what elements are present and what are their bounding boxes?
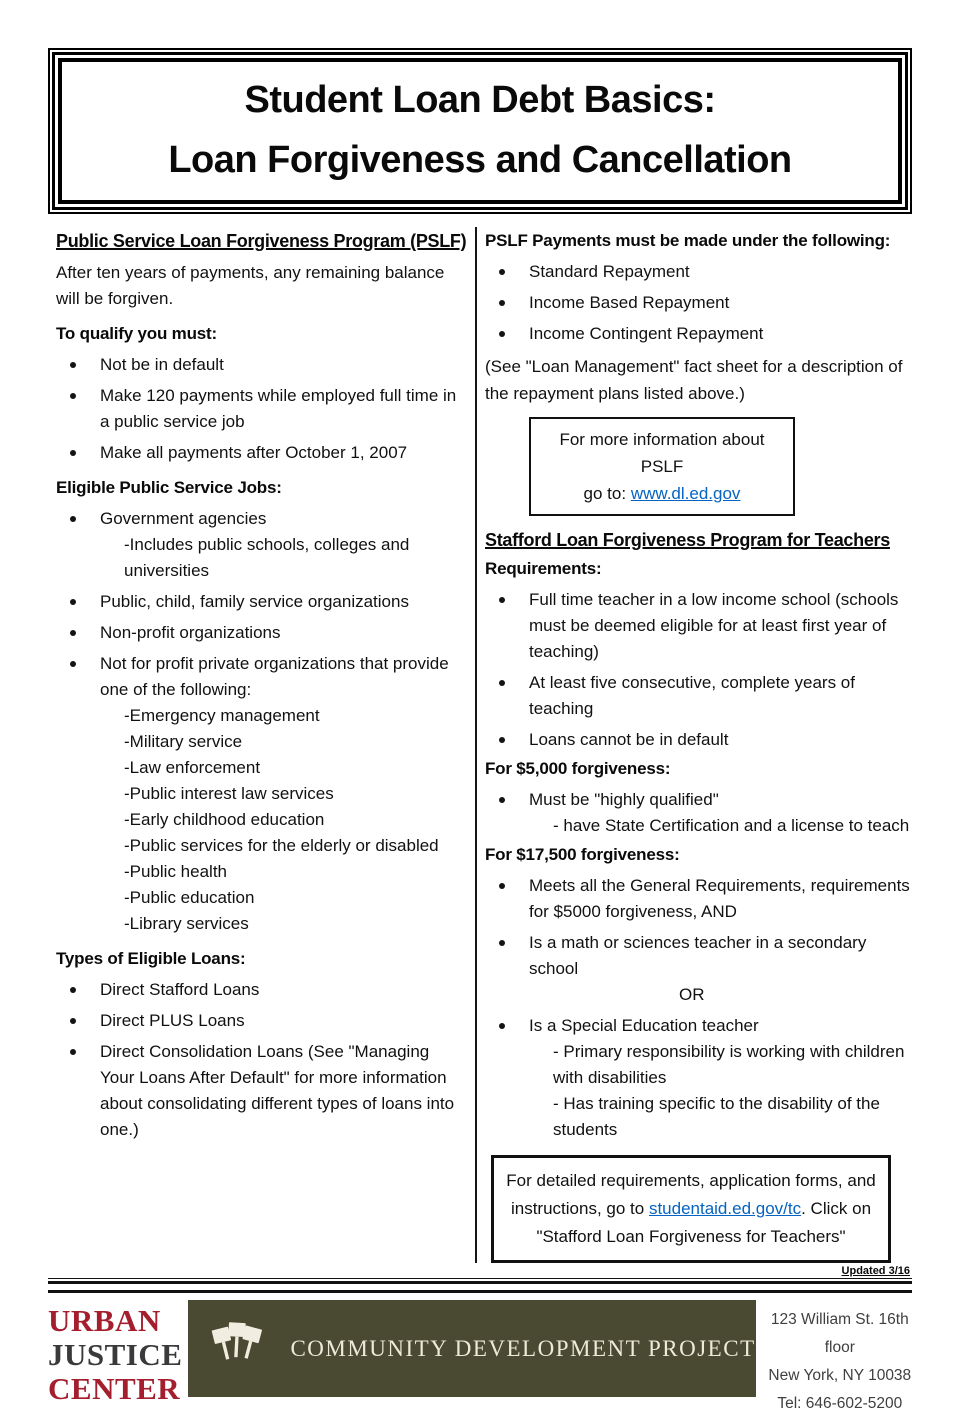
page-title-line1: Student Loan Debt Basics:	[244, 79, 716, 121]
list-item: Direct Stafford Loans	[56, 977, 465, 1003]
footer	[48, 1300, 912, 1418]
left-column	[48, 227, 477, 1263]
list-item: Income Based Repayment	[485, 290, 912, 316]
address-line: 123 William St. 16th	[770, 1311, 909, 1328]
qualify-list	[56, 352, 465, 466]
sub-item: -Public services for the elderly or disabled	[124, 836, 439, 855]
right-column	[477, 227, 912, 1263]
payments-list	[485, 259, 912, 347]
stafford-section-heading: Stafford Loan Forgiveness Program for Teachers	[485, 530, 890, 550]
list-item: Public, child, family service organizations	[56, 589, 465, 615]
list-item: Meets all the General Requirements, requirements for $5000 forgiveness, AND	[485, 873, 912, 925]
community-development-banner	[188, 1300, 755, 1397]
updated-date: Updated 3/16	[841, 1265, 910, 1277]
qualify-heading: To qualify you must:	[56, 324, 217, 343]
pslf-info-box: For more information about PSLF go to: www.dl.ed.gov	[529, 417, 795, 516]
list-item: Direct PLUS Loans	[56, 1008, 465, 1034]
page-title-line2: Loan Forgiveness and Cancellation	[168, 139, 792, 181]
address-line: floor	[824, 1339, 855, 1356]
sub-item: -Public health	[124, 862, 228, 881]
sub-item: -Includes public schools, colleges and universities	[124, 535, 410, 580]
list-item: Direct Consolidation Loans (See "Managing Your Loans After Default" for more information about consolidating different types of loans into one.)	[56, 1039, 465, 1143]
list-item: Must be "highly qualified" - have State Certification and a license to teach	[485, 787, 912, 839]
list-item: Is a math or sciences teacher in a secondary school OR	[485, 930, 912, 1008]
list-item: Income Contingent Repayment	[485, 321, 912, 347]
sub-item: -Law enforcement	[124, 758, 261, 777]
studentaid-link[interactable]: studentaid.ed.gov/tc	[648, 1199, 802, 1218]
list-item: Full time teacher in a low income school (schools must be deemed eligible for at least first year of teaching)	[485, 587, 912, 665]
payments-note: (See "Loan Management" fact sheet for a description of the repayment plans listed above.)	[485, 357, 903, 403]
sub-item: -Military service	[124, 732, 243, 751]
sub-item: -Emergency management	[124, 706, 320, 725]
pslf-intro: After ten years of payments, any remaining balance will be forgiven.	[56, 263, 445, 308]
sub-item: - Primary responsibility is working with children with disabilities	[553, 1042, 905, 1087]
list-item: Make 120 payments while employed full time in a public service job	[56, 383, 465, 435]
list-item: Loans cannot be in default	[485, 727, 912, 753]
sub-item: -Public education	[124, 888, 255, 907]
sub-item: -Public interest law services	[124, 784, 334, 803]
sub-item: - Has training specific to the disability of the students	[553, 1094, 880, 1139]
sub-item: - have State Certification and a license to teach	[553, 816, 910, 835]
title-box	[48, 48, 912, 214]
pslf-section-heading: Public Service Loan Forgiveness Program (PSLF)	[56, 231, 467, 251]
picket-signs-icon	[208, 1317, 264, 1380]
list-item: Standard Repayment	[485, 259, 912, 285]
dl-ed-gov-link[interactable]: www.dl.ed.gov	[630, 484, 741, 503]
list-item: Not be in default	[56, 352, 465, 378]
f5000-list	[485, 787, 912, 839]
requirements-heading: Requirements:	[485, 559, 602, 578]
list-item: At least five consecutive, complete years of teaching	[485, 670, 912, 722]
address-line: Tel: 646-602-5200	[777, 1395, 903, 1412]
list-item: Make all payments after October 1, 2007	[56, 440, 465, 466]
sub-item: -Early childhood education	[124, 810, 325, 829]
jobs-list	[56, 506, 465, 937]
address-block	[756, 1300, 912, 1418]
list-item: Government agencies -Includes public schools, colleges and universities	[56, 506, 465, 584]
list-item: Is a Special Education teacher - Primary responsibility is working with children with disabilities - Has training specific to the disability of the students	[485, 1013, 912, 1143]
f5000-heading: For $5,000 forgiveness:	[485, 759, 671, 778]
content-columns	[48, 227, 912, 1263]
list-item: Non-profit organizations	[56, 620, 465, 646]
banner-label: COMMUNITY DEVELOPMENT PROJECT	[290, 1335, 756, 1361]
sub-item-or: OR	[679, 985, 705, 1004]
f17500-heading: For $17,500 forgiveness:	[485, 845, 680, 864]
jobs-heading: Eligible Public Service Jobs:	[56, 478, 282, 497]
address-line: New York, NY 10038	[768, 1367, 912, 1384]
footer-rule	[48, 1278, 912, 1293]
list-item: Not for profit private organizations that provide one of the following: -Emergency management -Military service -Law enforcement -Public interest law services -Early childhood education -Public services for the elderly or disabled -Public health -Public education -Library services	[56, 651, 465, 937]
urban-justice-center-logo: URBAN JUSTICE CENTER	[48, 1303, 183, 1406]
loans-list	[56, 977, 465, 1143]
sub-item: -Library services	[124, 914, 249, 933]
payments-heading: PSLF Payments must be made under the following:	[485, 231, 891, 250]
f17500-list	[485, 873, 912, 1143]
teachers-info-box: For detailed requirements, application forms, and instructions, go to studentaid.ed.gov/tc. Click on "Stafford Loan Forgiveness for Teachers"	[491, 1155, 891, 1263]
requirements-list	[485, 587, 912, 753]
loans-heading: Types of Eligible Loans:	[56, 949, 246, 968]
